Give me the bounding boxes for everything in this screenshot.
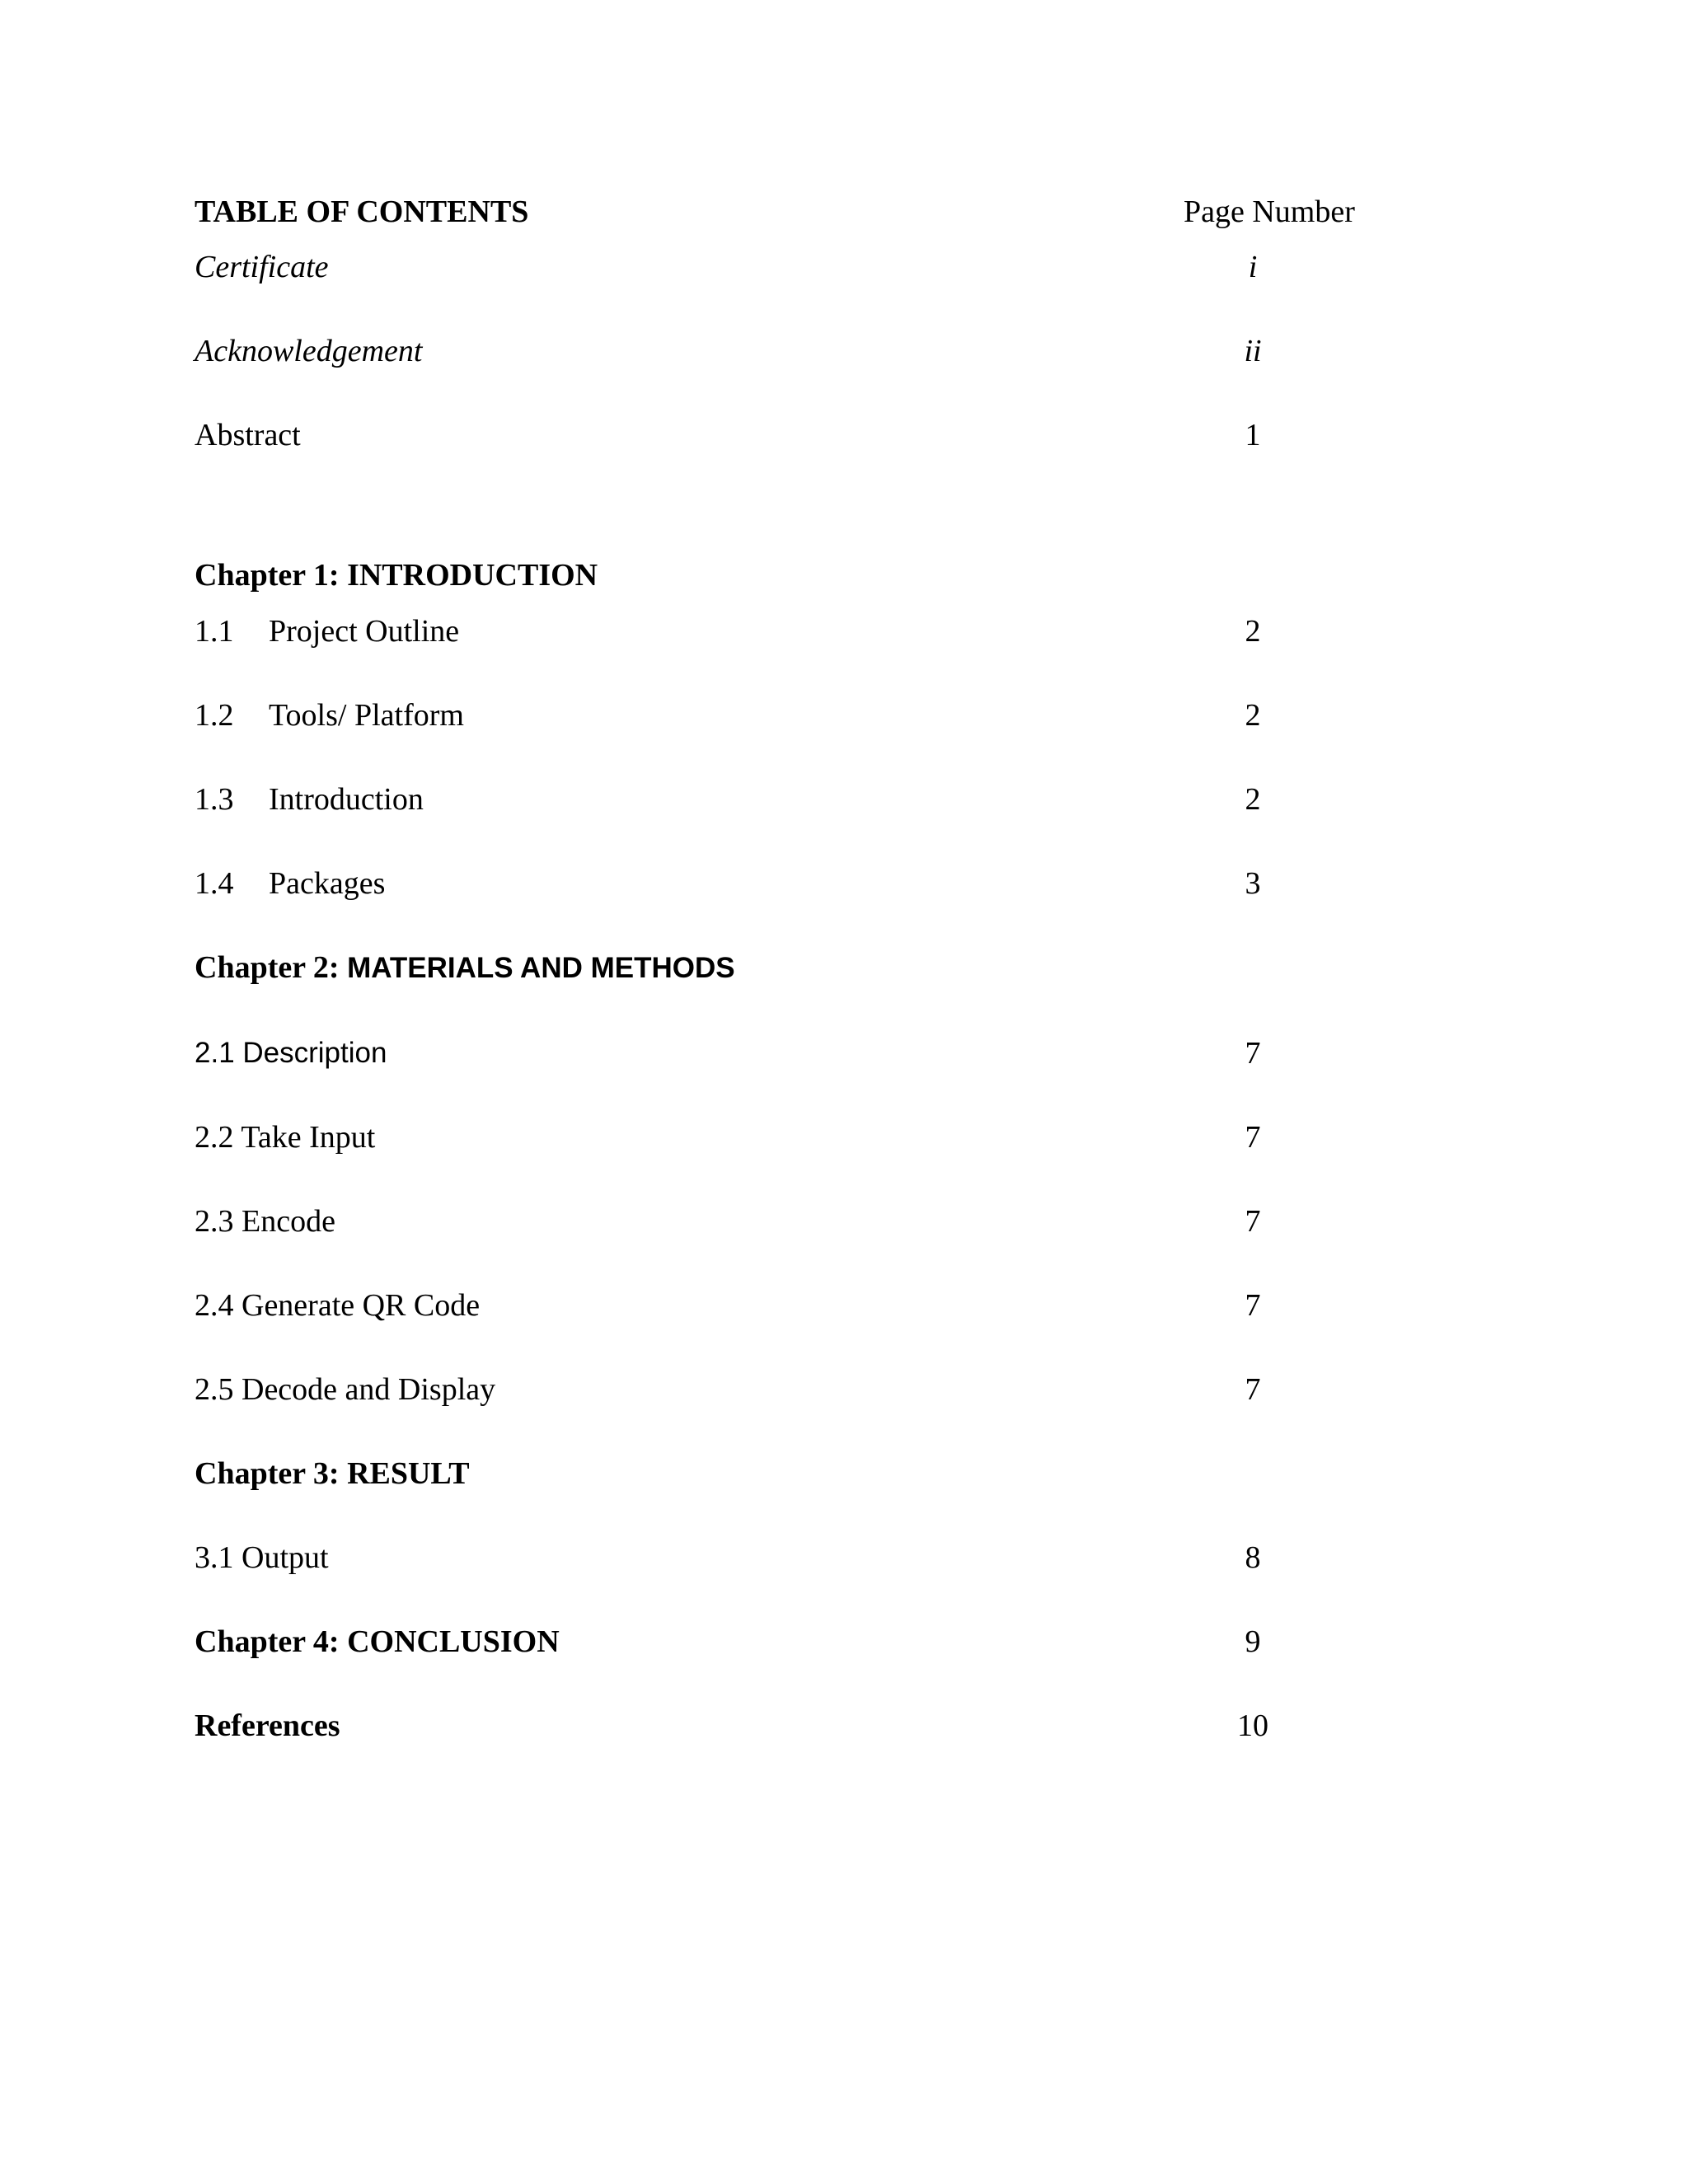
- toc-entry-references[interactable]: [0, 1701, 1688, 1750]
- toc-entry-page: ii: [1244, 334, 1262, 368]
- toc-entry-page: 10: [1237, 1708, 1268, 1743]
- section-number: 1.1: [195, 614, 234, 649]
- toc-entry-1-4[interactable]: [0, 859, 1688, 908]
- chapter-1-heading[interactable]: [0, 551, 1688, 600]
- toc-entry-page: 3: [1245, 866, 1261, 901]
- toc-entry-page: 7: [1245, 1288, 1261, 1323]
- chapter-heading-text: [195, 551, 598, 600]
- toc-entry-1-1[interactable]: [0, 607, 1688, 656]
- toc-entry-page: 9: [1245, 1624, 1261, 1659]
- toc-entry-page: 2: [1245, 698, 1261, 733]
- toc-entry-acknowledgement[interactable]: [0, 326, 1688, 376]
- toc-entry-2-3[interactable]: [0, 1197, 1688, 1246]
- toc-entry-certificate[interactable]: [0, 242, 1688, 292]
- toc-entry-page: 7: [1245, 1372, 1261, 1407]
- toc-entry-page: 2: [1245, 782, 1261, 817]
- toc-entry-1-2[interactable]: [0, 691, 1688, 740]
- toc-entry-label: 2.5 Decode and Display: [195, 1372, 496, 1407]
- toc-entry-page: 8: [1245, 1540, 1261, 1575]
- chapter-prefix: Chapter 1:: [195, 558, 340, 593]
- toc-entry-page: 7: [1245, 1204, 1261, 1239]
- section-number: 1.3: [195, 782, 234, 817]
- chapter-2-heading[interactable]: [0, 943, 1688, 992]
- toc-entry-label: 2.2 Take Input: [195, 1120, 376, 1155]
- chapter-heading-text: [195, 943, 735, 993]
- page-number-column-heading: Page Number: [1184, 194, 1355, 229]
- chapter-heading-text: Chapter 4: CONCLUSION: [195, 1624, 560, 1659]
- toc-entry-label: 2.3 Encode: [195, 1204, 335, 1239]
- toc-entry-page: 7: [1245, 1036, 1261, 1071]
- chapter-title: INTRODUCTION: [347, 558, 598, 593]
- toc-entry-label: Introduction: [269, 782, 424, 817]
- toc-entry-2-1[interactable]: [0, 1029, 1688, 1078]
- toc-entry-2-4[interactable]: [0, 1281, 1688, 1330]
- toc-entry-label: 2.4 Generate QR Code: [195, 1288, 481, 1323]
- toc-entry-label: 2.1 Description: [195, 1037, 387, 1069]
- section-number: 1.4: [195, 866, 234, 901]
- toc-entry-1-3[interactable]: [0, 775, 1688, 824]
- toc-entry-label: Project Outline: [269, 614, 460, 649]
- toc-entry-page: 7: [1245, 1120, 1261, 1155]
- chapter-title: MATERIALS AND METHODS: [347, 952, 735, 984]
- toc-entry-label: Abstract: [195, 418, 301, 452]
- toc-entry-abstract[interactable]: [0, 410, 1688, 460]
- toc-title: TABLE OF CONTENTS: [195, 194, 529, 229]
- toc-entry-label: 3.1 Output: [195, 1540, 329, 1575]
- toc-entry-2-2[interactable]: [0, 1113, 1688, 1162]
- toc-entry-label: Acknowledgement: [195, 334, 423, 368]
- chapter-prefix: Chapter 2:: [195, 950, 340, 985]
- toc-entry-page: 1: [1245, 418, 1261, 452]
- toc-entry-page: 2: [1245, 614, 1261, 649]
- toc-entry-2-5[interactable]: [0, 1365, 1688, 1414]
- toc-entry-page: i: [1248, 250, 1258, 284]
- chapter-4-heading[interactable]: [0, 1617, 1688, 1666]
- toc-entry-label: References: [195, 1708, 340, 1743]
- chapter-3-heading[interactable]: [0, 1449, 1688, 1498]
- toc-entry-label: Packages: [269, 866, 386, 901]
- chapter-heading-text: Chapter 3: RESULT: [195, 1456, 470, 1491]
- toc-entry-label: Tools/ Platform: [269, 698, 464, 733]
- toc-entry-3-1[interactable]: [0, 1533, 1688, 1582]
- toc-header: [0, 187, 1688, 237]
- section-number: 1.2: [195, 698, 234, 733]
- toc-entry-label: Certificate: [195, 250, 329, 284]
